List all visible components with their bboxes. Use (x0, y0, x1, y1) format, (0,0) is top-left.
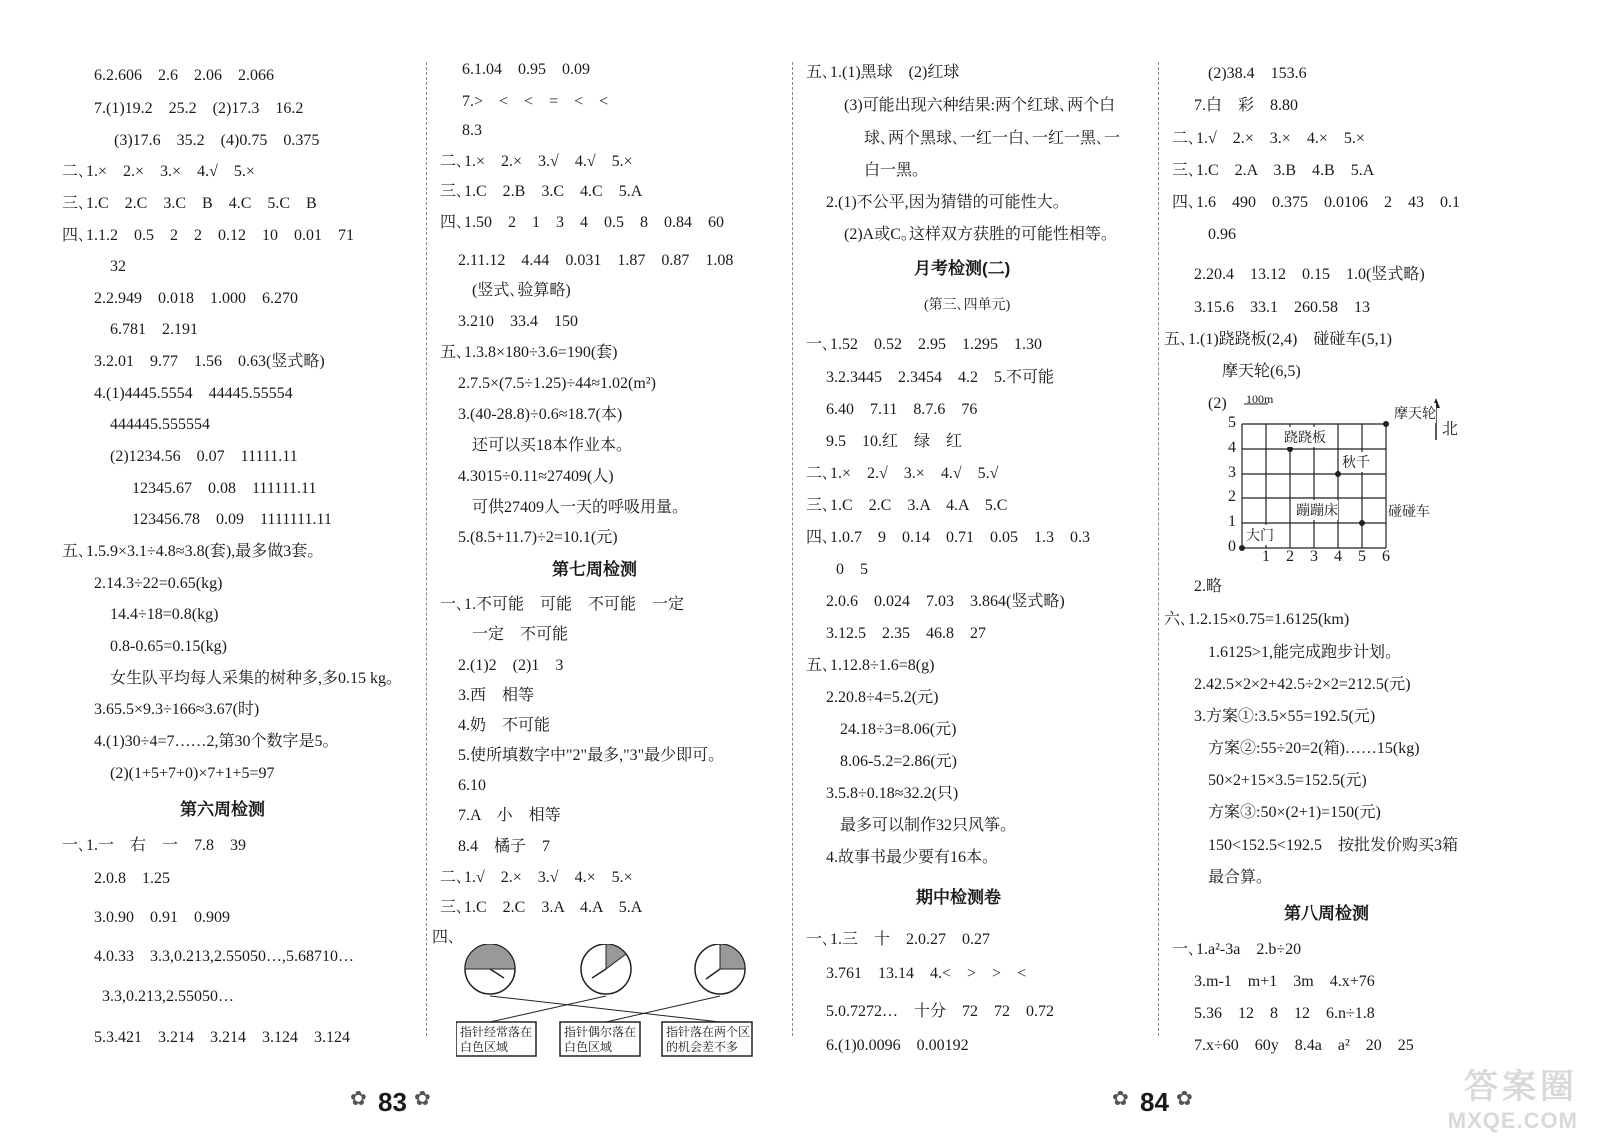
flower-ornament-icon: ✿ (1112, 1088, 1129, 1110)
place-label: 大门 (1246, 525, 1274, 545)
answer-line: 5.36 12 8 12 6.n÷1.8 (1194, 1005, 1375, 1022)
answer-line: 五､1.3.8×180÷3.6=190(套) (440, 344, 618, 361)
answer-line: 二､1.√ 2.× 3.√ 4.× 5.× (440, 869, 633, 886)
answer-line: 四､ (432, 929, 457, 946)
answer-line: 2.20.4 13.12 0.15 1.0(竖式略) (1194, 266, 1425, 283)
answer-line: 32 (110, 258, 126, 275)
answer-line: 球､两个黑球､一红一白､一红一黑､一 (864, 130, 1121, 147)
answer-line: 7.白 彩 8.80 (1194, 97, 1299, 114)
answer-line: 2.14.3÷22=0.65(kg) (94, 575, 223, 592)
spinner-2 (581, 944, 631, 994)
section-heading: 月考检测(二) (914, 259, 1011, 278)
answer-line: 3.210 33.4 150 (458, 313, 579, 330)
place-label: 秋千 (1342, 452, 1370, 472)
answer-line: 五､1.12.8÷1.6=8(g) (806, 657, 935, 674)
spinner-label-2: 指针偶尔落在白色区域 (564, 1025, 637, 1054)
answer-line: 4.奶 不可能 (458, 717, 551, 734)
answer-line: 24.18÷3=8.06(元) (840, 721, 957, 738)
page-number-right: 84 (1140, 1087, 1169, 1117)
answer-line: 2.42.5×2×2+42.5÷2×2=212.5(元) (1194, 676, 1411, 693)
answer-line: 5.使所填数字中"2"最多,"3"最少即可｡ (458, 747, 717, 764)
answer-line: 四､1.6 490 0.375 0.0106 2 43 0.1 (1172, 194, 1461, 211)
answer-line: 3.(40-28.8)÷0.6≈18.7(本) (458, 406, 623, 423)
answer-line: 8.06-5.2=2.86(元) (840, 753, 958, 770)
answer-line: 一､1.a²-3a 2.b÷20 (1172, 941, 1302, 958)
answer-line: 6.2.606 2.6 2.06 2.066 (94, 67, 275, 84)
answer-line: 2.20.8÷4=5.2(元) (826, 689, 939, 706)
answer-line: 3.761 13.14 4.< > > < (826, 965, 1027, 982)
answer-line: (2) (1208, 395, 1227, 412)
answer-line: 5.0.7272… 十分 72 72 0.72 (826, 1003, 1055, 1020)
answer-line: 4.(1)4445.5554 44445.55554 (94, 385, 293, 402)
answer-line: 4.(1)30÷4=7……2,第30个数字是5｡ (94, 733, 331, 750)
answer-line: 3.0.90 0.91 0.909 (94, 909, 231, 926)
answer-line: 0.96 (1208, 226, 1236, 243)
answer-line: (3)可能出现六种结果:两个红球､两个白 (844, 97, 1116, 114)
flower-ornament-icon: ✿ (414, 1088, 431, 1110)
answer-line: 二､1.× 2.√ 3.× 4.√ 5.√ (806, 465, 999, 482)
place-label: 跷跷板 (1284, 427, 1326, 447)
spinner-label-1: 指针经常落在白色区域 (460, 1025, 533, 1054)
section-heading: 第八周检测 (1284, 904, 1369, 923)
answer-line: 3.西 相等 (458, 687, 535, 704)
watermark (1448, 1059, 1578, 1134)
spinner-3 (695, 944, 745, 994)
answer-line: 三､1.C 2.C 3.A 4.A 5.A (440, 899, 643, 916)
answer-line: 五､1.(1)跷跷板(2,4) 碰碰车(5,1) (1164, 331, 1392, 348)
answer-line: 女生队平均每人采集的树种多,多0.15 kg｡ (110, 670, 395, 687)
answer-line: 8.3 (462, 122, 482, 139)
answer-line: 2.7.5×(7.5÷1.25)÷44≈1.02(m²) (458, 375, 656, 392)
y-tick-label: 5 (1228, 414, 1236, 431)
section-heading: 期中检测卷 (916, 888, 1001, 907)
answer-line: 0 5 (836, 561, 869, 578)
answer-line: 可供27409人一天的呼吸用量｡ (472, 499, 681, 516)
answer-line: 12345.67 0.08 111111.11 (132, 480, 317, 497)
answer-line: 五､1.(1)黑球 (2)红球 (806, 64, 960, 81)
answer-line: 1.6125>1,能完成跑步计划｡ (1208, 644, 1394, 661)
place-label: 摩天轮 (1394, 403, 1436, 423)
watermark-url: MXQE.COM (1447, 1108, 1578, 1133)
answer-line: 一､1.不可能 可能 不可能 一定 (440, 596, 685, 613)
answer-line: 6.781 2.191 (110, 321, 199, 338)
answer-line: 三､1.C 2.C 3.C B 4.C 5.C B (62, 195, 317, 212)
section-heading: 第六周检测 (180, 800, 265, 819)
answer-line: 三､1.C 2.C 3.A 4.A 5.C (806, 497, 1008, 514)
answer-line: 6.10 (458, 777, 486, 794)
answer-line: 2.(1)不公平,因为猜错的可能性大｡ (826, 194, 1061, 211)
grid-scale-label: 100m (1246, 392, 1274, 406)
answer-line: (2)1234.56 0.07 11111.11 (110, 448, 298, 465)
place-label: 碰碰车 (1388, 501, 1430, 521)
place-label: 蹦蹦床 (1296, 500, 1338, 520)
answer-line: (2)(1+5+7+0)×7+1+5=97 (110, 765, 275, 782)
answer-line: 最合算｡ (1208, 869, 1265, 886)
flower-ornament-icon: ✿ (1176, 1088, 1193, 1110)
answer-line: 3.3,0.213,2.55050… (102, 988, 234, 1005)
answer-line: 6.1.04 0.95 0.09 (462, 61, 591, 78)
answer-line: 方案②:55÷20=2(箱)……15(kg) (1208, 740, 1420, 757)
section-subheading: (第三､四单元) (924, 298, 1011, 313)
answer-line: 6.(1)0.0096 0.00192 (826, 1037, 969, 1054)
answer-line: 6.40 7.11 8.7.6 76 (826, 401, 978, 418)
answer-line: 还可以买18本作业本｡ (472, 437, 625, 454)
page-number-left: 83 (378, 1087, 407, 1117)
flower-ornament-icon: ✿ (350, 1088, 367, 1110)
answer-line: 0.8-0.65=0.15(kg) (110, 638, 228, 655)
coordinate-grid (1222, 396, 1512, 572)
answer-line: 方案③:50×(2+1)=150(元) (1208, 804, 1381, 821)
answer-line: 150<152.5<192.5 按批发价购买3箱 (1208, 837, 1459, 854)
answer-line: 4.3015÷0.11≈27409(人) (458, 468, 614, 485)
watermark-text: 答案圈 (1464, 1068, 1578, 1106)
x-tick-label: 2 (1286, 548, 1294, 565)
answer-line: 一､1.三 十 2.0.27 0.27 (806, 931, 991, 948)
answer-line: 7.(1)19.2 25.2 (2)17.3 16.2 (94, 100, 304, 117)
x-tick-label: 4 (1334, 548, 1342, 565)
answer-line: (竖式､验算略) (472, 282, 571, 299)
answer-line: 2.2.949 0.018 1.000 6.270 (94, 290, 299, 307)
answer-line: 四､1.50 2 1 3 4 0.5 8 0.84 60 (440, 214, 725, 231)
answer-line: 三､1.C 2.A 3.B 4.B 5.A (1172, 162, 1375, 179)
section-heading: 第七周检测 (552, 560, 637, 579)
answer-line: 9.5 10.红 绿 红 (826, 433, 963, 450)
answer-line: 444445.555554 (110, 416, 210, 433)
answer-line: 四､1.1.2 0.5 2 2 0.12 10 0.01 71 (62, 227, 355, 244)
answer-line: (2)A或C｡这样双方获胜的可能性相等｡ (844, 226, 1109, 243)
answer-line: 三､1.C 2.B 3.C 4.C 5.A (440, 183, 643, 200)
answer-line: (3)17.6 35.2 (4)0.75 0.375 (114, 132, 320, 149)
answer-line: 5.3.421 3.214 3.214 3.124 3.124 (94, 1029, 351, 1046)
answer-line: 二､1.× 2.× 3.× 4.√ 5.× (62, 163, 255, 180)
column-divider (426, 62, 427, 1036)
x-tick-label: 1 (1262, 548, 1270, 565)
y-tick-label: 4 (1228, 439, 1236, 456)
y-tick-label: 1 (1228, 513, 1236, 530)
answer-line: 白一黑｡ (864, 162, 921, 179)
answer-line: 一､1.一 右 一 7.8 39 (62, 837, 247, 854)
answer-line: 二､1.× 2.× 3.√ 4.√ 5.× (440, 153, 633, 170)
answer-line: 3.15.6 33.1 260.58 13 (1194, 299, 1371, 316)
answer-line: 3.5.8÷0.18≈32.2(只) (826, 785, 959, 802)
x-tick-label: 6 (1382, 548, 1390, 565)
answer-line: 2.0.8 1.25 (94, 870, 171, 887)
y-tick-label: 3 (1228, 464, 1236, 481)
column-divider (1158, 62, 1159, 1036)
answer-line: 2.(1)2 (2)1 3 (458, 657, 564, 674)
answer-line: 8.4 橘子 7 (458, 838, 551, 855)
answer-line: 7.A 小 相等 (458, 807, 561, 824)
answer-line: 一定 不可能 (472, 626, 569, 643)
x-tick-label: 5 (1358, 548, 1366, 565)
spinner-1 (465, 944, 515, 994)
answer-line: 123456.78 0.09 1111111.11 (132, 511, 332, 528)
answer-line: 3.2.01 9.77 1.56 0.63(竖式略) (94, 353, 325, 370)
answer-line: 3.12.5 2.35 46.8 27 (826, 625, 987, 642)
answer-line: 4.故事书最少要有16本｡ (826, 849, 991, 866)
answer-line: 四､1.0.7 9 0.14 0.71 0.05 1.3 0.3 (806, 529, 1091, 546)
answer-line: 4.0.33 3.3,0.213,2.55050…,5.68710… (94, 948, 355, 965)
answer-line: 3.m-1 m+1 3m 4.x+76 (1194, 973, 1375, 990)
y-tick-label: 2 (1228, 488, 1236, 505)
answer-line: 五､1.5.9×3.1÷4.8≈3.8(套),最多做3套｡ (62, 543, 316, 560)
x-tick-label: 3 (1310, 548, 1318, 565)
answer-line: 2.0.6 0.024 7.03 3.864(竖式略) (826, 593, 1065, 610)
grid-north-label: 北 (1442, 421, 1459, 438)
answer-line: 摩天轮(6,5) (1222, 363, 1301, 380)
answer-line: 3.65.5×9.3÷166≈3.67(时) (94, 701, 260, 718)
answer-line: 最多可以制作32只风筝｡ (840, 817, 1009, 834)
answer-line: 5.(8.5+11.7)÷2=10.1(元) (458, 529, 618, 546)
answer-line: 7.x÷60 60y 8.4a a² 20 25 (1194, 1037, 1414, 1054)
answer-line: 7.> < < = < < (462, 93, 609, 110)
answer-line: 3.2.3445 2.3454 4.2 5.不可能 (826, 369, 1055, 386)
answer-line: 二､1.√ 2.× 3.× 4.× 5.× (1172, 130, 1365, 147)
answer-line: 2.11.12 4.44 0.031 1.87 0.87 1.08 (458, 252, 734, 269)
answer-line: 14.4÷18=0.8(kg) (110, 606, 219, 623)
answer-line: (2)38.4 153.6 (1208, 65, 1307, 82)
column-divider (792, 62, 793, 1036)
y-tick-label: 0 (1228, 538, 1236, 555)
answer-line: 六､1.2.15×0.75=1.6125(km) (1164, 611, 1350, 628)
answer-line: 一､1.52 0.52 2.95 1.295 1.30 (806, 336, 1043, 353)
spinner-label-3: 指针落在两个区的机会差不多 (666, 1025, 751, 1054)
answer-line: 50×2+15×3.5=152.5(元) (1208, 772, 1367, 789)
answer-line: 3.方案①:3.5×55=192.5(元) (1194, 708, 1376, 725)
spinner-diagram (456, 944, 756, 1076)
answer-line: 2.略 (1194, 578, 1223, 595)
